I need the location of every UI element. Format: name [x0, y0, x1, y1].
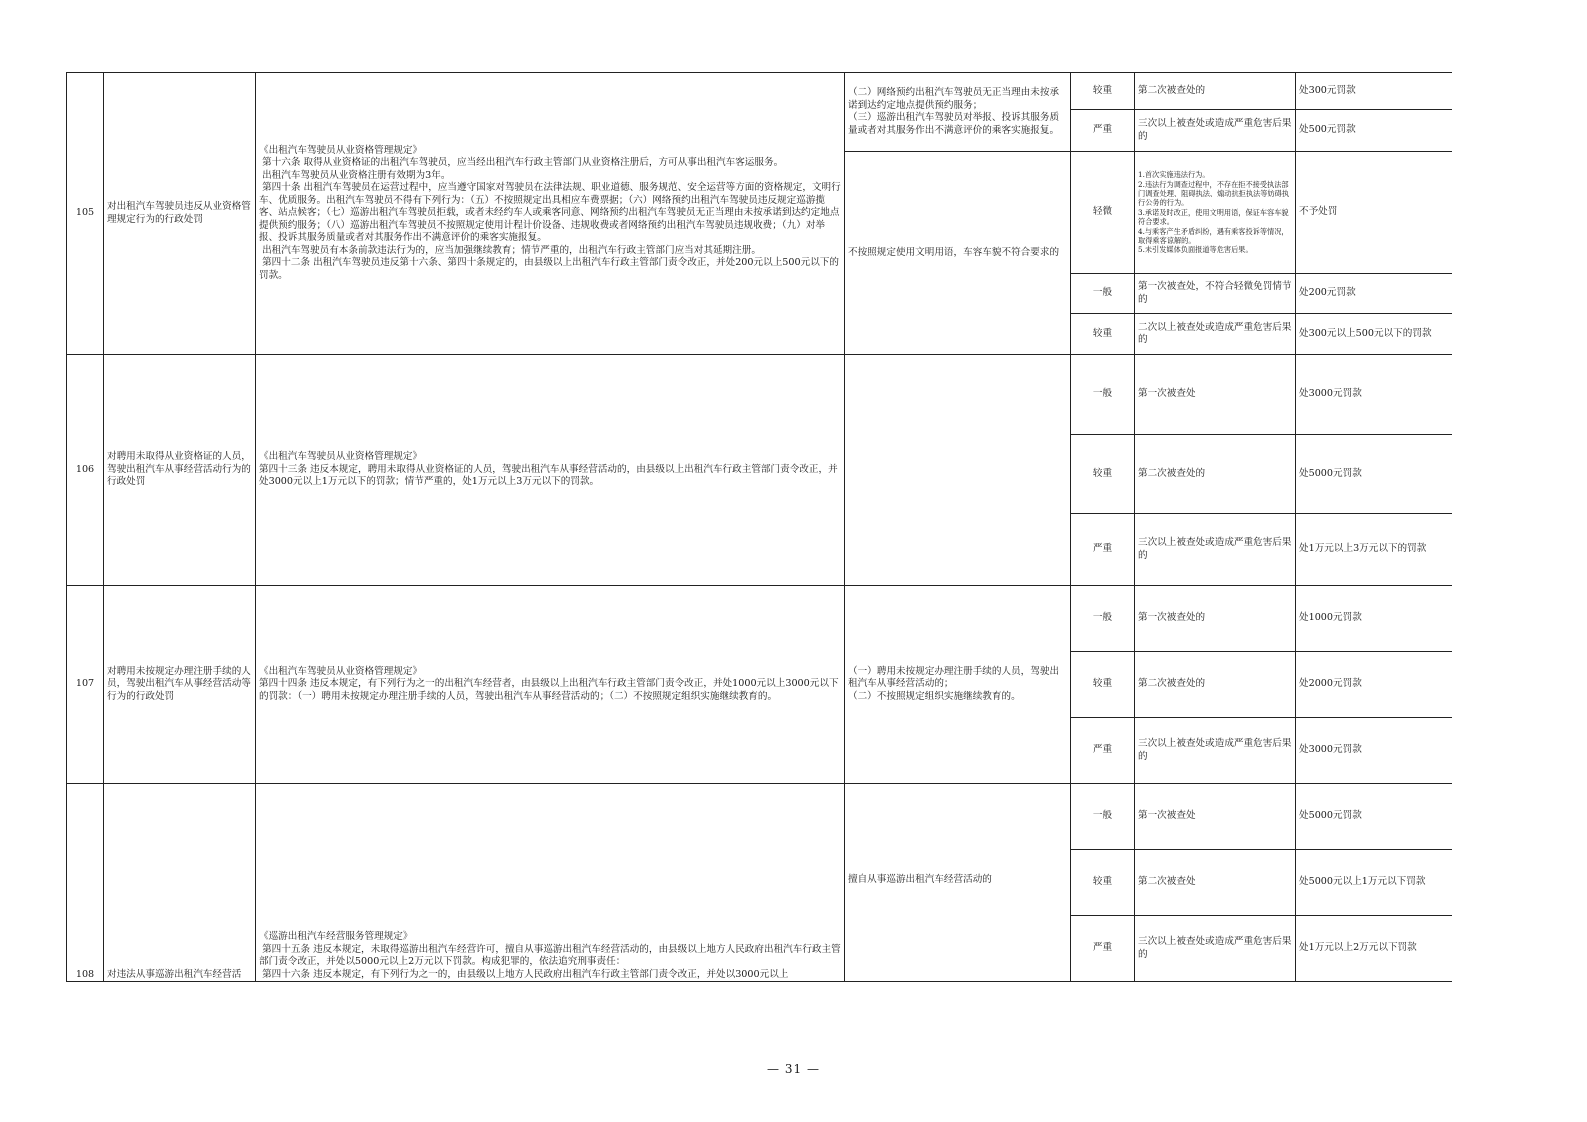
item-number: 106 — [67, 355, 104, 586]
severity-level: 严重 — [1071, 718, 1135, 784]
violation-situation: （一）聘用未按规定办理注册手续的人员，驾驶出租汽车从事经营活动的； （二）不按照规定组织实施继续教育的。 — [845, 586, 1071, 784]
penalty: 不予处罚 — [1296, 152, 1453, 274]
penalty: 处1万元以上3万元以下的罚款 — [1296, 514, 1453, 586]
circumstance: 第一次被查处，不符合轻微免罚情节的 — [1135, 274, 1296, 314]
severity-level: 较重 — [1071, 850, 1135, 916]
table-row — [67, 586, 1453, 652]
legal-basis: 《出租汽车驾驶员从业资格管理规定》 第四十四条 违反本规定，有下列行为之一的出租汽车经营者，由县级以上出租汽车行政主管部门责令改正，并处1000元以上3000元以下的罚款：（一）聘用未按规定办理注册手续的人员，驾驶出租汽车从事经营活动的；（二）不按照规定组织实施继续教育的。 — [256, 586, 845, 784]
penalty: 处3000元罚款 — [1296, 718, 1453, 784]
circumstance: 三次以上被查处或造成严重危害后果的 — [1135, 718, 1296, 784]
severity-level: 一般 — [1071, 586, 1135, 652]
severity-level: 严重 — [1071, 514, 1135, 586]
circumstance: 三次以上被查处或造成严重危害后果的 — [1135, 916, 1296, 982]
violation-item: 对出租汽车驾驶员违反从业资格管理规定行为的行政处罚 — [104, 73, 256, 355]
legal-basis: 《出租汽车驾驶员从业资格管理规定》 第十六条 取得从业资格证的出租汽车驾驶员，应当经出租汽车行政主管部门从业资格注册后，方可从事出租汽车客运服务。 出租汽车驾驶员从业资格注册有效期为3年。 第四十条 出租汽车驾驶员在运营过程中，应当遵守国家对驾驶员在法律法规、职业道德、服务规范、安全运营等方面的资格规定，文明行车、优质服务。出租汽车驾驶员不得有下列行为：（五）不按照规定出具相应车费票据；（六）网络预约出租汽车驾驶员违反规定巡游揽客、站点候客；（七）巡游出租汽车驾驶员拒载，或者未经约车人或乘客同意、网络预约出租汽车驾驶员无正当理由未按承诺到达约定地点提供预约服务；（八）巡游出租汽车驾驶员不按照规定使用计程计价设备、违规收费或者网络预约出租汽车驾驶员违规收费；（九）对举报、投诉其服务质量或者对其服务作出不满意评价的乘客实施报复。 出租汽车驾驶员有本条前款违法行为的，应当加强继续教育；情节严重的，出租汽车行政主管部门应当对其延期注册。 第四十二条 出租汽车驾驶员违反第十六条、第四十条规定的，由县级以上出租汽车行政主管部门责令改正，并处200元以上500元以下的罚款。 — [256, 73, 845, 355]
item-number: 108 — [67, 784, 104, 982]
severity-level: 一般 — [1071, 274, 1135, 314]
severity-level: 轻微 — [1071, 152, 1135, 274]
severity-level: 较重 — [1071, 435, 1135, 514]
penalty: 处5000元以上1万元以下罚款 — [1296, 850, 1453, 916]
penalty: 处1000元罚款 — [1296, 586, 1453, 652]
severity-level: 严重 — [1071, 110, 1135, 152]
violation-situation: 不按照规定使用文明用语，车容车貌不符合要求的 — [845, 152, 1071, 355]
severity-level: 较重 — [1071, 73, 1135, 110]
circumstance: 第二次被查处的 — [1135, 652, 1296, 718]
item-number: 107 — [67, 586, 104, 784]
severity-level: 较重 — [1071, 652, 1135, 718]
circumstance: 三次以上被查处或造成严重危害后果的 — [1135, 110, 1296, 152]
circumstance: 第一次被查处的 — [1135, 586, 1296, 652]
table-row — [67, 355, 1453, 435]
circumstance: 三次以上被查处或造成严重危害后果的 — [1135, 514, 1296, 586]
penalty: 处200元罚款 — [1296, 274, 1453, 314]
violation-item: 对聘用未按规定办理注册手续的人员，驾驶出租汽车从事经营活动等行为的行政处罚 — [104, 586, 256, 784]
severity-level: 严重 — [1071, 916, 1135, 982]
penalty: 处5000元罚款 — [1296, 435, 1453, 514]
violation-situation: （二）网络预约出租汽车驾驶员无正当理由未按承诺到达约定地点提供预约服务； （三）巡游出租汽车驾驶员对举报、投诉其服务质量或者对其服务作出不满意评价的乘客实施报复。 — [845, 73, 1071, 152]
circumstance: 第二次被查处 — [1135, 850, 1296, 916]
table-row — [67, 73, 1453, 110]
circumstance: 二次以上被查处或造成严重危害后果的 — [1135, 314, 1296, 355]
severity-level: 较重 — [1071, 314, 1135, 355]
legal-basis: 《出租汽车驾驶员从业资格管理规定》 第四十三条 违反本规定，聘用未取得从业资格证的人员，驾驶出租汽车从事经营活动的，由县级以上出租汽车行政主管部门责令改正，并处3000元以上1万元以下的罚款；情节严重的，处1万元以上3万元以下的罚款。 — [256, 355, 845, 586]
penalty: 处5000元罚款 — [1296, 784, 1453, 850]
circumstance: 1.首次实施违法行为。 2.违法行为调查过程中，不存在拒不接受执法部门调查处理、阻碍执法、煽动抗拒执法等妨碍执行公务的行为。 3.承诺及时改正，使用文明用语，保证车容车貌符合要求。 4.与乘客产生矛盾纠纷，遇有乘客投诉等情况，取得乘客谅解的。 5.未引发媒体负面报道等危害后果。 — [1135, 152, 1296, 274]
penalty: 处1万元以上2万元以下罚款 — [1296, 916, 1453, 982]
severity-level: 一般 — [1071, 355, 1135, 435]
penalty: 处500元罚款 — [1296, 110, 1453, 152]
penalty: 处3000元罚款 — [1296, 355, 1453, 435]
penalty: 处2000元罚款 — [1296, 652, 1453, 718]
circumstance: 第一次被查处 — [1135, 355, 1296, 435]
penalty: 处300元以上500元以下的罚款 — [1296, 314, 1453, 355]
enforcement-table-region — [66, 72, 1452, 1003]
violation-item: 对聘用未取得从业资格证的人员，驾驶出租汽车从事经营活动行为的行政处罚 — [104, 355, 256, 586]
penalty-discretion-table — [66, 72, 1452, 982]
legal-basis: 《巡游出租汽车经营服务管理规定》 第四十五条 违反本规定，未取得巡游出租汽车经营许可，擅自从事巡游出租汽车经营活动的，由县级以上地方人民政府出租汽车行政主管部门责令改正，并处以5000元以上2万元以下罚款。构成犯罪的，依法追究刑事责任： 第四十六条 违反本规定，有下列行为之一的，由县级以上地方人民政府出租汽车行政主管部门责令改正，并处以3000元以上 — [256, 784, 845, 982]
circumstance: 第二次被查处的 — [1135, 435, 1296, 514]
table-row — [67, 784, 1453, 850]
severity-level: 一般 — [1071, 784, 1135, 850]
violation-item: 对违法从事巡游出租汽车经营活 — [104, 784, 256, 982]
circumstance: 第二次被查处的 — [1135, 73, 1296, 110]
item-number: 105 — [67, 73, 104, 355]
violation-situation: 擅自从事巡游出租汽车经营活动的 — [845, 784, 1071, 982]
circumstance: 第一次被查处 — [1135, 784, 1296, 850]
penalty: 处300元罚款 — [1296, 73, 1453, 110]
violation-situation — [845, 355, 1071, 586]
page-number: — 31 — — [767, 1062, 820, 1076]
